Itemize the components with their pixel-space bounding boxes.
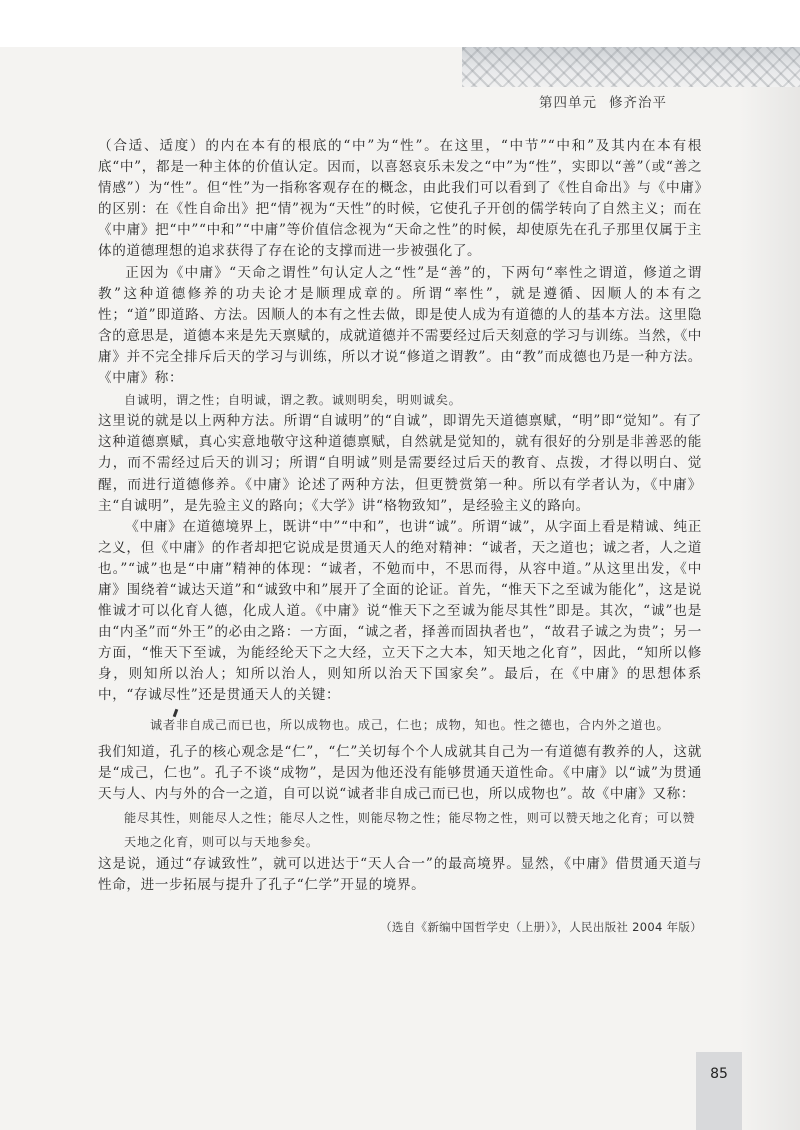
unit-title: 修齐治平 (609, 95, 667, 111)
article-body (98, 136, 702, 896)
header-decoration (462, 47, 800, 87)
quotation-1: 自诚明，谓之性；自明诚，谓之教。诚则明矣，明则诚矣。 (124, 393, 462, 408)
quotation-3: 能尽其性，则能尽人之性；能尽人之性，则能尽物之性；能尽物之性，则可以赞天地之化育；可以赞天地之化育，则可以与天地参矣。 (124, 810, 696, 849)
paragraph-3: 这里说的就是以上两种方法。所谓“自诚明”的“自诚”，即谓先天道德禀赋，“明”即“觉知”。有了这种道德禀赋，真心实意地敬守这种道德禀赋，自然就是觉知的，就有很好的分别是非善恶的能力，而不需经过后天的训习；所谓“自明诚”则是需要经过后天的教育、点拨，才得以明白、觉醒，而进行道德修养。《中庸》论述了两种方法，但更赞赏第一种。所以有学者认为，《中庸》主“自诚明”，是先验主义的路向；《大学》讲“格物致知”，是经验主义的路向。 (98, 413, 702, 514)
source-caption: （选自《新编中国哲学史（上册）》，人民出版社 2004 年版） (380, 920, 702, 934)
paragraph-6: 这是说，通过“存诚致性”，就可以进达于“天人合一”的最高境界。显然，《中庸》借贯通天道与性命，进一步拓展与提升了孔子“仁学”开显的境界。 (98, 855, 702, 893)
paragraph-2: 正因为《中庸》“天命之谓性”句认定人之“性”是“善”的，下两句“率性之谓道，修道之谓教”这种道德修养的功夫论才是顺理成章的。所谓“率性”，就是遵循、因顺人的本有之性；“道”即道路、方法。因顺人的本有之性去做，即是使人成为有道德的人的基本方法。这里隐含的意思是，道德本来是先天禀赋的，成就道德并不需要经过后天刻意的学习与训练。当然，《中庸》并不完全排斥后天的学习与训练，所以才说“修道之谓教”。由“教”而成德也乃是一种方法。《中庸》称： (98, 264, 702, 387)
top-margin (0, 0, 800, 47)
running-head (539, 91, 667, 111)
paragraph-4: 《中庸》在道德境界上，既讲“中”“中和”，也讲“诚”。所谓“诚”，从字面上看是精诚、纯正之义，但《中庸》的作者却把它说成是贯通天人的绝对精神：“诚者，天之道也；诚之者，人之道也。”“诚”也是“中庸”精神的体现：“诚者，不勉而中，不思而得，从容中道。”从这里出发，《中庸》围绕着“诚达天道”和“诚致中和”展开了全面的论证。首先，“惟天下之至诚为能化”，这是说惟诚才可以化育人德，化成人道。《中庸》说“惟天下之至诚为能尽其性”即是。其次，“诚”也是由“内圣”而“外王”的必由之路：一方面，“诚之者，择善而固执者也”，“故君子诚之为贵”；另一方面，“惟天下至诚，为能经纶天下之大经，立天下之大本，知天地之化育”，因此，“知所以修身，则知所以治人；知所以治人，则知所以治天下国家矣”。最后，在《中庸》的思想体系中，“存诚尽性”还是贯通天人的关键： (98, 518, 702, 704)
page-edge-shade (740, 87, 800, 1130)
quotation-2: 诚者非自成己而已也，所以成物也。成己，仁也；成物，知也。性之德也，合内外之道也。 (150, 717, 670, 732)
paragraph-5: 我们知道，孔子的核心观念是“仁”，“仁”关切每个个人成就其自己为一有道德有教养的人，这就是“成己，仁也”。孔子不谈“成物”，是因为他还没有能够贯通天道性命。《中庸》以“诚”为贯通天与人、内与外的合一之道，自可以说“诚者非自成己而已也，所以成物也”。故《中庸》又称： (98, 743, 702, 802)
page-number-tab (696, 1052, 742, 1130)
page-number: 85 (710, 1066, 728, 1082)
paragraph-1: （合适、适度）的内在本有的根底的“中”为“性”。在这里，“中节”“中和”及其内在本有根底“中”，都是一种主体的价值认定。因而，以喜怒哀乐未发之“中”为“性”，实即以“善”（或“善之情感”）为“性”。但“性”为一指称客观存在的概念，由此我们可以看到了《性自命出》与《中庸》的区别：在《性自命出》把“情”视为“天性”的时候，它使孔子开创的儒学转向了自然主义；而在《中庸》把“中”“中和”“中庸”等价值信念视为“天命之性”的时候，却使原先在孔子那里仅属于主体的道德理想的追求获得了存在论的支撑而进一步被强化了。 (98, 138, 702, 260)
unit-label: 第四单元 (539, 95, 597, 111)
